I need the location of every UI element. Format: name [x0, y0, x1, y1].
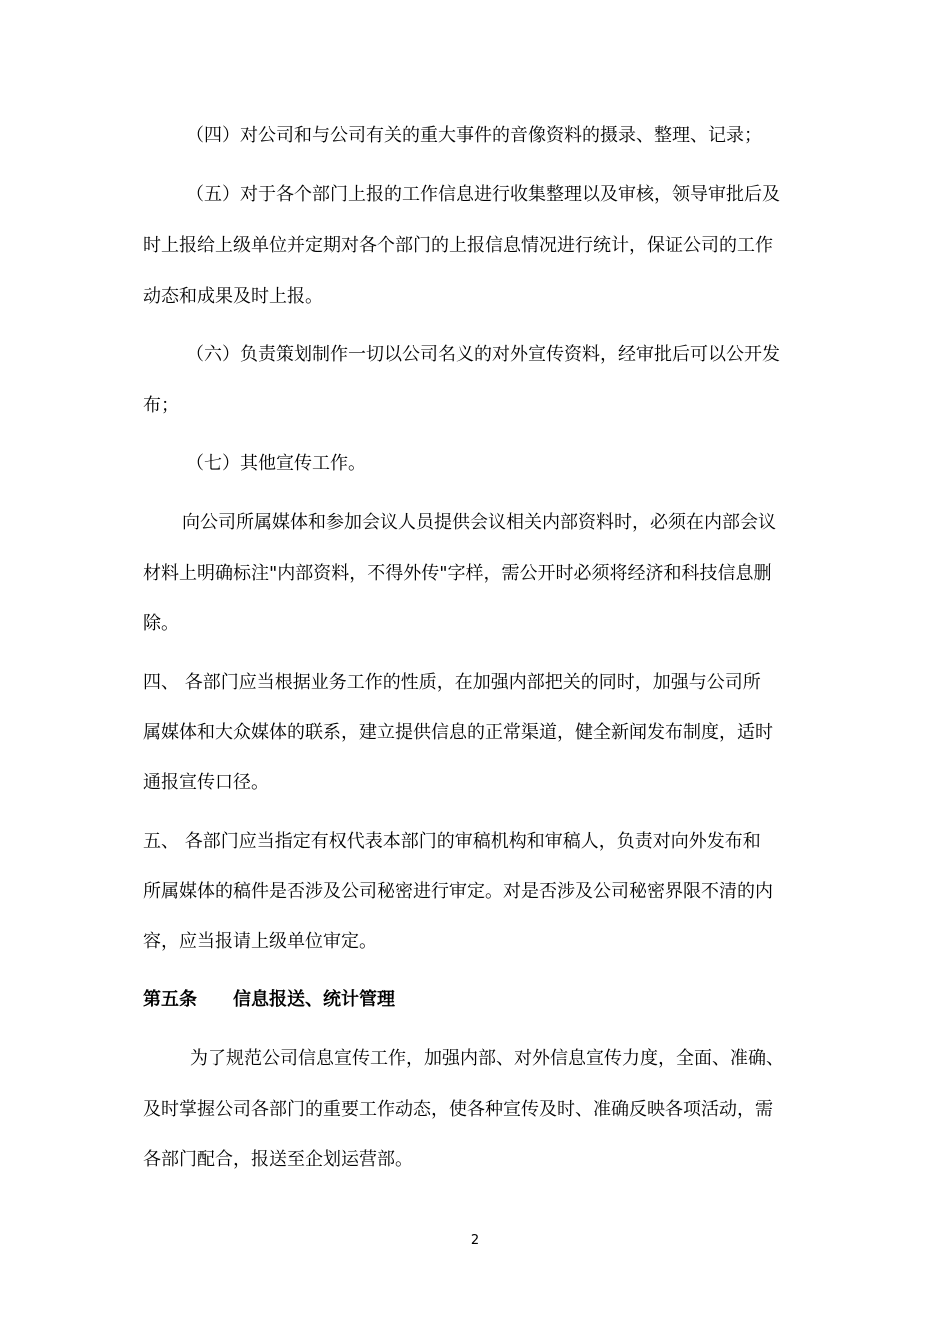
paragraph-section-4-line-2: 属媒体和大众媒体的联系，建立提供信息的正常渠道，健全新闻发布制度，适时	[143, 722, 773, 743]
heading-title: 信息报送、统计管理	[233, 989, 395, 1010]
paragraph-section-5-line-3: 容，应当报请上级单位审定。	[143, 931, 377, 952]
paragraph-item-6-line-1: （六）负责策划制作一切以公司名义的对外宣传资料，经审批后可以公开发	[186, 344, 780, 365]
paragraph-item-6-line-2: 布；	[143, 395, 179, 416]
paragraph-info-reporting-line-2: 及时掌握公司各部门的重要工作动态，使各种宣传及时、准确反映各项活动，需	[143, 1099, 773, 1120]
paragraph-item-5-line-1: （五）对于各个部门上报的工作信息进行收集整理以及审核，领导审批后及	[186, 184, 780, 205]
paragraph-internal-materials-line-2: 材料上明确标注"内部资料，不得外传"字样，需公开时必须将经济和科技信息删	[143, 563, 772, 584]
page-number: 2	[470, 1233, 480, 1248]
paragraph-internal-materials-line-1: 向公司所属媒体和参加会议人员提供会议相关内部资料时，必须在内部会议	[182, 512, 776, 533]
paragraph-section-4-line-3: 通报宣传口径。	[143, 772, 269, 793]
paragraph-item-5-line-3: 动态和成果及时上报。	[143, 286, 323, 307]
paragraph-info-reporting-line-1: 为了规范公司信息宣传工作，加强内部、对外信息宣传力度，全面、准确、	[190, 1048, 784, 1069]
paragraph-section-5-line-1: 五、 各部门应当指定有权代表本部门的审稿机构和审稿人，负责对向外发布和	[143, 831, 761, 852]
paragraph-section-4-line-1: 四、 各部门应当根据业务工作的性质，在加强内部把关的同时，加强与公司所	[143, 672, 761, 693]
heading-article-number: 第五条	[143, 989, 197, 1010]
section-heading	[143, 988, 813, 1012]
paragraph-item-4: （四）对公司和与公司有关的重大事件的音像资料的摄录、整理、记录；	[186, 125, 762, 146]
paragraph-item-7: （七）其他宣传工作。	[186, 453, 366, 474]
paragraph-item-5-line-2: 时上报给上级单位并定期对各个部门的上报信息情况进行统计，保证公司的工作	[143, 235, 773, 256]
paragraph-section-5-line-2: 所属媒体的稿件是否涉及公司秘密进行审定。对是否涉及公司秘密界限不清的内	[143, 881, 773, 902]
paragraph-internal-materials-line-3: 除。	[143, 613, 179, 634]
paragraph-info-reporting-line-3: 各部门配合，报送至企划运营部。	[143, 1149, 413, 1170]
